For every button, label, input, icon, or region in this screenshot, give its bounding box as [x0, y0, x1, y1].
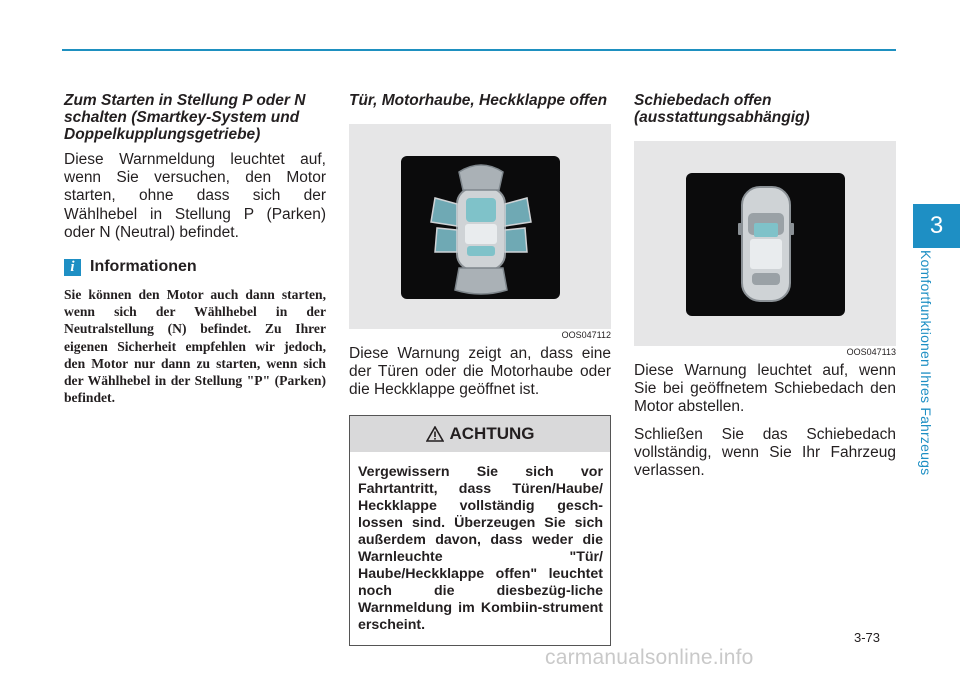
chapter-side-title	[918, 250, 948, 490]
info-header	[64, 258, 326, 276]
watermark: carmanualsonline.info	[545, 646, 754, 669]
page-number: 3-73	[854, 630, 881, 645]
warning-title: ACHTUNG	[449, 423, 535, 443]
figure-sunroof-open	[634, 141, 896, 346]
cluster-display	[401, 156, 560, 299]
section-heading-sunroof: Schiebedach offen (ausstattungsabhängig)	[634, 92, 810, 126]
info-title: Informationen	[90, 258, 197, 276]
figure-code: OOS047112	[561, 330, 611, 340]
warning-box	[349, 415, 611, 646]
figure-code: OOS047113	[846, 347, 896, 357]
paragraph-door-open: Diese Warnung zeigt an, dass eine der Türen oder die Motorhaube oder die Heckklappe geöffnet ist.	[349, 345, 611, 399]
paragraph-sunroof-2: Schließen Sie das Schiebedach vollständig, wenn Sie Ihr Fahrzeug verlassen.	[634, 425, 896, 480]
cluster-display	[686, 173, 845, 316]
header-rule	[62, 49, 896, 51]
car-doors-open-icon	[401, 156, 560, 299]
warning-header	[350, 416, 610, 452]
section-heading-door-open: Tür, Motorhaube, Heckklappe offen	[349, 92, 608, 109]
info-text: Sie können den Motor auch dann starten, wenn sich der Wählhebel in der Neutralstellung (N) befindet. Zu Ihrer eigenen Sicherheit empfehlen wir jedoch, den Motor nur dann zu starten, wenn sich der Wählhebel in der Stellung "P" (Parken) befindet.	[64, 287, 326, 406]
section-heading-start-gear: Zum Starten in Stellung P oder N schalten (Smartkey-System und Doppelkupplungsgetriebe)	[64, 92, 306, 143]
warning-triangle-icon	[426, 426, 444, 442]
warning-text: Vergewissern Sie sich vor Fahrtantritt, dass Türen/Haube/ Heckklappe vollständig gesch-lossen sind. Überzeugen Sie sich außerdem davon, dass weder die Warnleuchte "Tür/ Haube/Heckklappe offen" leuchtet noch die diesbezüg-liche Warnmeldung im Kombiin-strument erscheint.	[358, 463, 603, 634]
chapter-title-text: Komfortfunktionen Ihres Fahrzeugs	[918, 250, 934, 476]
info-icon: i	[64, 259, 81, 276]
car-sunroof-open-icon	[686, 173, 845, 316]
column-sunroof-open	[634, 92, 896, 480]
column-door-open	[349, 92, 611, 646]
paragraph-sunroof-1: Diese Warnung leuchtet auf, wenn Sie bei geöffnetem Schiebedach den Motor abstellen.	[634, 362, 896, 416]
column-start-gear	[64, 92, 326, 406]
paragraph-start-gear: Diese Warnmeldung leuchtet auf, wenn Sie versuchen, den Motor starten, ohne dass sich der Wählhebel in Stellung P (Parken) oder N (Neutral) befindet.	[64, 151, 326, 241]
figure-door-open	[349, 124, 611, 329]
chapter-number-tab: 3	[913, 204, 960, 248]
